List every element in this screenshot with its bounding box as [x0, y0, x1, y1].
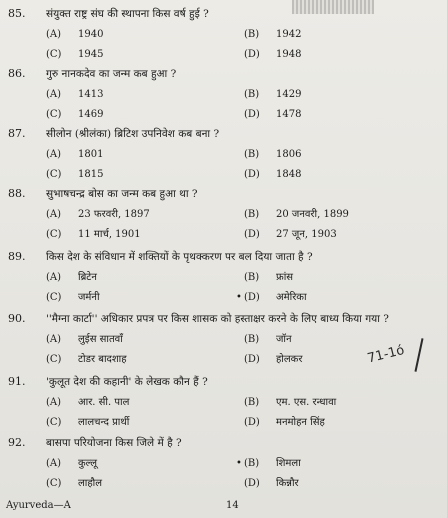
option-label: (D) [244, 354, 260, 365]
option-a [46, 271, 97, 285]
option-label: (A) [46, 149, 62, 160]
option-value: 1815 [78, 169, 104, 180]
option-b [236, 457, 301, 471]
option-c [46, 291, 100, 305]
option-value: शिमला [276, 458, 301, 469]
option-label: (D) [244, 229, 260, 240]
option-c [46, 48, 103, 62]
option-a [46, 208, 150, 222]
option-c [46, 168, 103, 182]
option-value: 1940 [78, 29, 104, 40]
option-value: जर्मनी [78, 292, 100, 303]
option-d [244, 48, 301, 62]
option-value: 1945 [78, 49, 104, 60]
handwritten-note: 71-1ó [366, 342, 406, 367]
option-b [244, 271, 293, 285]
question-number: 85. [8, 7, 26, 20]
option-b [244, 28, 301, 42]
option-a [46, 148, 103, 162]
question-text: संयुक्त राष्ट्र संघ की स्थापना किस वर्ष हुई ? [46, 8, 209, 20]
option-label: (D) [244, 417, 260, 428]
question-number: 90. [8, 312, 26, 325]
option-value: एम. एस. रन्धावा [276, 397, 337, 408]
option-label: (A) [46, 458, 62, 469]
option-d [244, 228, 337, 242]
option-label: (D) [244, 49, 260, 60]
option-label: (C) [46, 169, 62, 180]
option-d [244, 168, 301, 182]
option-c [46, 477, 102, 491]
option-label: (C) [46, 478, 62, 489]
option-label: (D) [244, 292, 260, 303]
question-text: ''मैग्ना कार्टा'' अधिकार प्रपत्र पर किस शासक को हस्ताक्षर करने के लिए बाध्य किया गया ? [46, 313, 389, 325]
option-value: जॉन [276, 334, 292, 345]
option-label: (D) [244, 109, 260, 120]
option-label: (D) [244, 478, 260, 489]
option-value: 23 फरवरी, 1897 [78, 209, 150, 220]
option-d [236, 291, 307, 305]
option-label: (B) [244, 149, 260, 160]
option-label: (B) [244, 334, 260, 345]
option-label: (C) [46, 49, 62, 60]
option-b [244, 208, 349, 222]
option-value: किन्नौर [276, 478, 299, 489]
option-c [46, 353, 127, 367]
question-text: बासपा परियोजना किस जिले में है ? [46, 437, 182, 449]
question-text: सीलोन (श्रीलंका) ब्रिटिश उपनिवेश कब बना ? [46, 128, 220, 140]
option-label: (C) [46, 292, 62, 303]
option-value: होलकर [276, 354, 303, 365]
question-number: 86. [8, 67, 26, 80]
option-b [244, 88, 301, 102]
option-c [46, 228, 141, 242]
question-text: गुरु नानकदेव का जन्म कब हुआ ? [46, 68, 177, 80]
option-value: ब्रिटेन [78, 272, 97, 283]
option-value: अमेरिका [276, 292, 307, 303]
question-number: 89. [8, 250, 26, 263]
option-label: (C) [46, 229, 62, 240]
option-b [244, 396, 336, 410]
option-value: 11 मार्च, 1901 [78, 229, 141, 240]
option-label: (A) [46, 89, 62, 100]
option-value: 1469 [78, 109, 104, 120]
question-88 [0, 187, 447, 243]
option-label: (B) [244, 209, 260, 220]
option-value: 1806 [276, 149, 302, 160]
option-value: आर. सी. पाल [78, 397, 130, 408]
option-value: लुईस सातवाँ [78, 334, 123, 345]
option-value: 27 जून, 1903 [276, 229, 337, 240]
option-label: (D) [244, 169, 260, 180]
option-label: (C) [46, 417, 62, 428]
option-value: टोडर बादशाह [78, 354, 127, 365]
option-label: (C) [46, 109, 62, 120]
option-label: (C) [46, 354, 62, 365]
option-a [46, 88, 103, 102]
option-value: लाहौल [78, 478, 103, 489]
option-label: (B) [244, 272, 260, 283]
pen-mark-dot: • [236, 458, 242, 469]
question-86 [0, 67, 447, 123]
option-value: 1948 [276, 49, 302, 60]
option-d [244, 353, 302, 367]
page-number: 14 [226, 500, 239, 511]
question-number: 92. [8, 436, 26, 449]
option-value: 1429 [276, 89, 302, 100]
question-text: सुभाषचन्द्र बोस का जन्म कब हुआ था ? [46, 188, 198, 200]
option-label: (A) [46, 334, 62, 345]
question-85 [0, 7, 447, 63]
option-value: फ्रांस [276, 272, 294, 283]
option-value: 20 जनवरी, 1899 [276, 209, 349, 220]
option-label: (B) [244, 458, 260, 469]
option-d [244, 416, 325, 430]
option-c [46, 108, 103, 122]
option-c [46, 416, 129, 430]
option-value: लालचन्द प्रार्थी [78, 417, 130, 428]
question-87 [0, 127, 447, 183]
option-a [46, 457, 97, 471]
question-text: 'कुलूत देश की कहानी' के लेखक कौन हैं ? [46, 376, 208, 388]
question-92 [0, 436, 447, 492]
option-b [244, 333, 292, 347]
option-d [244, 108, 301, 122]
option-label: (B) [244, 397, 260, 408]
footer-subject: Ayurveda—A [6, 500, 71, 511]
option-a [46, 396, 129, 410]
question-89 [0, 250, 447, 306]
question-91 [0, 375, 447, 431]
option-b [244, 148, 301, 162]
option-value: 1478 [276, 109, 302, 120]
option-d [244, 477, 299, 491]
option-a [46, 333, 123, 347]
option-value: 1413 [78, 89, 104, 100]
option-label: (A) [46, 29, 62, 40]
question-number: 87. [8, 127, 26, 140]
option-label: (B) [244, 89, 260, 100]
pen-mark-dot: • [236, 292, 242, 303]
option-value: 1942 [276, 29, 302, 40]
option-value: 1848 [276, 169, 302, 180]
question-number: 88. [8, 187, 26, 200]
option-label: (A) [46, 209, 62, 220]
question-number: 91. [8, 375, 26, 388]
question-text: किस देश के संविधान में शक्तियों के पृथक्करण पर बल दिया जाता है ? [46, 251, 313, 263]
option-label: (A) [46, 397, 62, 408]
option-label: (B) [244, 29, 260, 40]
option-value: 1801 [78, 149, 104, 160]
option-a [46, 28, 103, 42]
option-value: मनमोहन सिंह [276, 417, 325, 428]
option-label: (A) [46, 272, 62, 283]
option-value: कुल्लू [78, 458, 97, 469]
